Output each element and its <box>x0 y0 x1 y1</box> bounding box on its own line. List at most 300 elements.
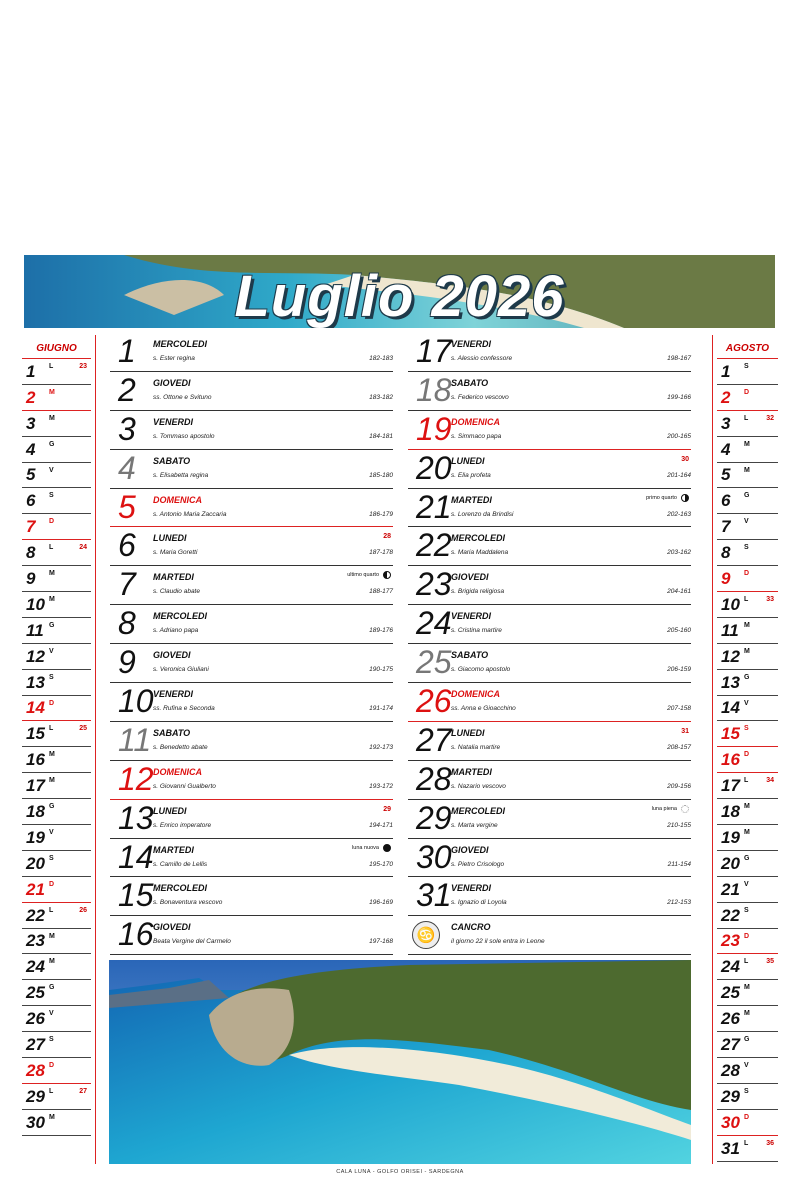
day-row <box>717 592 778 618</box>
day-row <box>717 670 778 696</box>
weekday-letter: S <box>744 363 749 370</box>
weekday-letter: G <box>49 984 55 992</box>
day-row <box>22 566 91 592</box>
day-number: 7 <box>721 517 731 537</box>
day-of-year: 210-155 <box>667 821 691 829</box>
day-row <box>22 488 91 514</box>
day-number: 8 <box>721 543 731 563</box>
weekday-letter: G <box>744 1036 750 1044</box>
saint-name: s. Simmaco papa <box>451 432 502 440</box>
day-row <box>717 1032 778 1058</box>
weekday-letter: D <box>49 880 55 888</box>
week-number: 33 <box>766 596 774 604</box>
day-of-year: 212-153 <box>667 899 691 907</box>
week-number: 26 <box>79 906 87 914</box>
moon-phase <box>352 844 391 852</box>
weekday-letter: V <box>49 647 54 655</box>
weekday-letter: L <box>744 777 749 785</box>
day-of-year: 196-169 <box>369 899 393 907</box>
weekday-letter: M <box>49 596 55 604</box>
day-of-year: 201-164 <box>667 471 691 479</box>
day-number: 20 <box>721 853 740 873</box>
day-entry <box>408 644 691 683</box>
day-row <box>717 851 778 877</box>
day-entry <box>110 372 393 411</box>
july-column-2 <box>408 333 691 955</box>
week-number: 31 <box>681 727 689 735</box>
saint-name: s. Cristina martire <box>451 627 502 635</box>
day-number: 21 <box>416 488 452 525</box>
day-row <box>22 359 91 385</box>
day-row <box>22 644 91 670</box>
day-entry <box>110 489 393 528</box>
day-entry <box>408 450 691 489</box>
day-entry <box>408 839 691 878</box>
weekday-letter: S <box>744 1087 749 1095</box>
weekday-letter: L <box>744 596 749 604</box>
day-row <box>22 1006 91 1032</box>
day-row <box>22 592 91 618</box>
moon-phase <box>652 805 689 813</box>
weekday-letter: M <box>744 829 750 837</box>
day-number: 27 <box>416 721 452 758</box>
saint-name: Beata Vergine del Carmelo <box>153 938 231 946</box>
day-row <box>717 696 778 722</box>
day-number: 14 <box>721 698 740 718</box>
weekday-letter: S <box>744 725 749 733</box>
day-number: 30 <box>416 838 452 875</box>
week-number: 30 <box>681 455 689 463</box>
weekday-name: MERCOLEDI <box>153 883 207 894</box>
week-number: 25 <box>79 725 87 733</box>
weekday-letter: S <box>744 544 749 552</box>
day-entry <box>408 333 691 372</box>
weekday-name: LUNEDI <box>451 455 485 466</box>
day-of-year: 203-162 <box>667 549 691 557</box>
day-row <box>22 1110 91 1136</box>
day-entry <box>110 916 393 955</box>
day-row <box>717 1136 778 1162</box>
saint-name: s. Camillo de Lellis <box>153 860 208 868</box>
day-row <box>22 437 91 463</box>
day-entry <box>110 877 393 916</box>
week-number: 28 <box>383 533 391 541</box>
day-number: 20 <box>26 853 45 873</box>
day-entry <box>110 839 393 878</box>
day-of-year: 200-165 <box>667 432 691 440</box>
day-of-year: 188-177 <box>369 588 393 596</box>
day-number: 22 <box>721 905 740 925</box>
weekday-name: GIOVEDI <box>153 377 191 388</box>
weekday-name: SABATO <box>153 727 191 738</box>
day-row <box>717 1006 778 1032</box>
moon-phase-label: primo quarto <box>646 494 677 501</box>
day-row <box>22 463 91 489</box>
weekday-letter: M <box>49 751 55 759</box>
weekday-letter: D <box>49 1062 55 1070</box>
moon-phase <box>646 494 689 502</box>
weekday-letter: S <box>49 1036 54 1044</box>
day-row <box>717 980 778 1006</box>
day-number: 12 <box>118 760 154 797</box>
weekday-letter: G <box>744 492 750 500</box>
weekday-name: MARTEDI <box>451 494 492 505</box>
day-number: 1 <box>26 361 36 381</box>
day-row <box>22 980 91 1006</box>
weekday-name: MERCOLEDI <box>451 805 505 816</box>
weekday-letter: M <box>49 932 55 940</box>
day-row <box>22 1084 91 1110</box>
day-of-year: 190-175 <box>369 666 393 674</box>
saint-name: s. Enrico imperatore <box>153 821 212 829</box>
saint-name: s. Elisabetta regina <box>153 471 209 479</box>
weekday-letter: V <box>744 1062 749 1070</box>
day-entry <box>408 800 691 839</box>
day-row <box>717 1058 778 1084</box>
day-number: 4 <box>721 439 731 459</box>
weekday-letter: G <box>49 803 55 811</box>
weekday-letter: M <box>744 440 750 448</box>
june-header: GIUGNO <box>22 335 91 359</box>
day-of-year: 198-167 <box>667 355 691 362</box>
day-number: 5 <box>721 465 731 485</box>
saint-name: s. Giacomo apostolo <box>451 666 511 674</box>
day-row <box>717 721 778 747</box>
weekday-name: MARTEDI <box>153 572 194 583</box>
photo-caption: CALA LUNA - GOLFO ORISEI - SARDEGNA <box>336 1169 464 1175</box>
week-number: 23 <box>79 363 87 370</box>
weekday-letter: V <box>744 699 749 707</box>
weekday-name: MERCOLEDI <box>153 339 207 349</box>
day-number: 18 <box>26 802 45 822</box>
day-number: 26 <box>416 683 452 720</box>
weekday-letter: D <box>744 1113 750 1121</box>
day-number: 5 <box>26 465 36 485</box>
weekday-name: VENERDI <box>451 611 492 622</box>
day-number: 12 <box>721 646 740 666</box>
moon-icon <box>681 494 689 502</box>
day-number: 15 <box>118 877 154 914</box>
day-number: 8 <box>26 543 36 563</box>
day-row <box>22 825 91 851</box>
day-row <box>717 514 778 540</box>
day-number: 9 <box>721 569 731 589</box>
day-of-year: 193-172 <box>369 782 393 790</box>
weekday-letter: G <box>49 440 55 448</box>
weekday-name: SABATO <box>153 455 191 466</box>
day-row <box>717 773 778 799</box>
day-entry <box>110 683 393 722</box>
day-row <box>717 488 778 514</box>
day-entry <box>408 683 691 722</box>
weekday-name: MERCOLEDI <box>451 533 505 544</box>
weekday-name: MERCOLEDI <box>153 611 207 622</box>
weekday-letter: L <box>49 725 54 733</box>
weekday-letter: L <box>49 544 54 552</box>
weekday-name: VENERDI <box>153 416 194 427</box>
day-number: 12 <box>26 646 45 666</box>
day-of-year: 202-163 <box>667 510 691 518</box>
day-number: 19 <box>416 410 452 447</box>
day-row <box>22 514 91 540</box>
day-number: 16 <box>721 750 740 770</box>
day-number: 25 <box>26 983 45 1003</box>
day-row <box>22 411 91 437</box>
day-row <box>717 411 778 437</box>
day-of-year: 204-161 <box>667 588 691 596</box>
weekday-name: LUNEDI <box>451 727 485 738</box>
day-number: 4 <box>26 439 36 459</box>
day-number: 1 <box>118 333 136 369</box>
day-number: 6 <box>118 527 136 564</box>
day-row <box>22 696 91 722</box>
day-number: 10 <box>118 683 154 720</box>
day-number: 19 <box>721 827 740 847</box>
weekday-letter: G <box>744 854 750 862</box>
saint-name: s. Pietro Crisologo <box>451 860 505 868</box>
day-number: 13 <box>118 799 154 836</box>
day-number: 25 <box>416 644 452 681</box>
day-number: 2 <box>721 387 731 407</box>
day-of-year: 185-180 <box>369 471 393 479</box>
weekday-letter: S <box>49 492 54 500</box>
day-entry <box>110 566 393 605</box>
day-of-year: 207-158 <box>667 705 691 713</box>
saint-name: s. Ignazio di Loyola <box>451 899 507 907</box>
day-entry <box>408 722 691 761</box>
day-number: 16 <box>26 750 45 770</box>
day-row <box>717 359 778 385</box>
day-row <box>717 929 778 955</box>
week-number: 35 <box>766 958 774 966</box>
weekday-name: GIOVEDI <box>153 922 191 933</box>
saint-name: s. Tommaso apostolo <box>153 432 215 440</box>
weekday-name: GIOVEDI <box>451 572 489 583</box>
weekday-letter: L <box>49 363 54 370</box>
day-number: 10 <box>26 594 45 614</box>
day-entry <box>110 527 393 566</box>
day-number: 29 <box>721 1086 740 1106</box>
day-of-year: 199-166 <box>667 393 691 401</box>
day-of-year: 208-157 <box>667 743 691 751</box>
weekday-letter: G <box>744 673 750 681</box>
day-number: 21 <box>26 879 45 899</box>
day-of-year: 192-173 <box>369 743 393 751</box>
day-number: 25 <box>721 983 740 1003</box>
day-entry <box>110 644 393 683</box>
day-row <box>717 1110 778 1136</box>
day-of-year: 182-183 <box>369 355 393 362</box>
day-entry <box>408 761 691 800</box>
saint-name: s. Nazario vescovo <box>451 782 506 790</box>
day-entry <box>408 411 691 450</box>
page-title: Luglio 2026 <box>234 264 565 328</box>
saint-name: s. Adriano papa <box>153 627 199 635</box>
day-entry <box>110 450 393 489</box>
day-number: 26 <box>26 1009 45 1029</box>
day-of-year: 194-171 <box>369 821 393 829</box>
weekday-name: DOMENICA <box>451 416 500 427</box>
saint-name: s. Bonaventura vescovo <box>153 899 223 907</box>
saint-name: s. Antonio Maria Zaccaria <box>153 510 227 518</box>
day-row <box>22 954 91 980</box>
header-banner <box>24 255 775 328</box>
day-number: 14 <box>26 698 45 718</box>
day-number: 3 <box>118 410 136 447</box>
weekday-letter: M <box>49 958 55 966</box>
day-row <box>22 747 91 773</box>
saint-name: s. Marta vergine <box>451 821 498 829</box>
day-number: 23 <box>26 931 45 951</box>
weekday-name: MARTEDI <box>153 844 194 855</box>
day-number: 22 <box>416 527 452 564</box>
weekday-letter: L <box>49 1087 54 1095</box>
day-number: 6 <box>26 491 36 511</box>
weekday-letter: L <box>49 906 54 914</box>
day-number: 29 <box>416 799 452 836</box>
day-of-year: 183-182 <box>369 393 393 401</box>
saint-name: s. Claudio abate <box>153 588 200 596</box>
day-row <box>717 903 778 929</box>
weekday-letter: M <box>49 570 55 578</box>
weekday-letter: M <box>744 647 750 655</box>
day-number: 9 <box>118 644 136 681</box>
weekday-letter: M <box>744 984 750 992</box>
day-entry <box>408 605 691 644</box>
day-number: 24 <box>721 957 740 977</box>
june-mini-calendar <box>22 335 96 1164</box>
day-number: 17 <box>721 776 740 796</box>
august-mini-calendar <box>712 335 778 1164</box>
weekday-name: MARTEDI <box>451 766 492 777</box>
weekday-name: SABATO <box>451 377 489 388</box>
weekday-name: DOMENICA <box>153 494 202 505</box>
day-number: 5 <box>118 488 136 525</box>
day-entry <box>110 411 393 450</box>
day-number: 6 <box>721 491 731 511</box>
day-of-year: 197-168 <box>369 938 393 946</box>
day-of-year: 187-178 <box>369 549 393 557</box>
day-number: 18 <box>416 371 452 408</box>
day-number: 28 <box>416 760 452 797</box>
day-number: 2 <box>26 387 36 407</box>
day-entry <box>408 877 691 916</box>
weekday-letter: D <box>744 751 750 759</box>
beach-illustration <box>109 960 691 1164</box>
weekday-letter: L <box>744 1139 749 1147</box>
moon-phase <box>347 571 391 579</box>
week-number: 29 <box>383 805 391 813</box>
day-number: 3 <box>721 413 731 433</box>
day-of-year: 206-159 <box>667 666 691 674</box>
day-number: 17 <box>26 776 45 796</box>
day-of-year: 186-179 <box>369 510 393 518</box>
day-number: 7 <box>118 566 136 603</box>
weekday-name: VENERDI <box>451 339 492 349</box>
week-number: 27 <box>79 1087 87 1095</box>
day-number: 1 <box>721 361 731 381</box>
week-number: 34 <box>766 777 774 785</box>
day-row <box>22 618 91 644</box>
cancer-icon: ♋ <box>412 921 440 949</box>
day-number: 13 <box>721 672 740 692</box>
day-number: 8 <box>118 605 136 642</box>
day-number: 22 <box>26 905 45 925</box>
day-number: 21 <box>721 879 740 899</box>
day-entry <box>408 527 691 566</box>
week-number: 32 <box>766 414 774 422</box>
weekday-letter: M <box>49 414 55 422</box>
day-number: 14 <box>118 838 154 875</box>
day-number: 2 <box>118 371 136 408</box>
day-number: 9 <box>26 569 36 589</box>
day-row <box>717 566 778 592</box>
weekday-letter: S <box>49 854 54 862</box>
day-row <box>22 1032 91 1058</box>
day-of-year: 211-154 <box>667 860 691 868</box>
weekday-letter: M <box>744 621 750 629</box>
day-row <box>717 954 778 980</box>
weekday-letter: M <box>49 777 55 785</box>
weekday-name: LUNEDI <box>153 805 187 816</box>
weekday-letter: V <box>49 829 54 837</box>
zodiac-entry <box>408 916 691 955</box>
weekday-name: SABATO <box>451 650 489 661</box>
weekday-name: VENERDI <box>451 883 492 894</box>
weekday-name: GIOVEDI <box>153 650 191 661</box>
day-of-year: 191-174 <box>369 705 393 713</box>
saint-name: ss. Ottone e Svituno <box>153 393 212 401</box>
day-row <box>22 385 91 411</box>
day-number: 26 <box>721 1009 740 1029</box>
day-row <box>22 1058 91 1084</box>
weekday-letter: M <box>49 1113 55 1121</box>
day-number: 4 <box>118 449 136 486</box>
day-row <box>717 799 778 825</box>
day-row <box>22 851 91 877</box>
day-row <box>22 773 91 799</box>
day-row <box>22 540 91 566</box>
landscape-photo <box>109 960 691 1164</box>
day-entry <box>110 605 393 644</box>
day-number: 27 <box>721 1035 740 1055</box>
day-number: 31 <box>721 1138 740 1158</box>
zodiac-text: il giorno 22 il sole entra in Leone <box>451 938 545 946</box>
weekday-letter: D <box>744 388 750 396</box>
moon-phase-label: luna nuova <box>352 844 379 851</box>
saint-name: s. Lorenzo da Brindisi <box>451 510 514 518</box>
weekday-letter: S <box>744 906 749 914</box>
weekday-letter: D <box>744 570 750 578</box>
saint-name: s. Veronica Giuliani <box>153 666 209 674</box>
day-row <box>717 747 778 773</box>
day-of-year: 184-181 <box>369 432 393 440</box>
day-row <box>22 929 91 955</box>
weekday-letter: M <box>744 1010 750 1018</box>
day-number: 27 <box>26 1035 45 1055</box>
week-number: 24 <box>79 544 87 552</box>
day-number: 24 <box>416 605 452 642</box>
day-of-year: 209-156 <box>667 782 691 790</box>
day-row <box>22 903 91 929</box>
weekday-letter: D <box>49 699 55 707</box>
moon-phase-label: ultimo quarto <box>347 572 379 579</box>
saint-name: ss. Rufina e Seconda <box>153 705 215 713</box>
saint-name: s. Maria Goretti <box>153 549 198 557</box>
day-entry <box>408 566 691 605</box>
week-number: 36 <box>766 1139 774 1147</box>
day-number: 19 <box>26 827 45 847</box>
